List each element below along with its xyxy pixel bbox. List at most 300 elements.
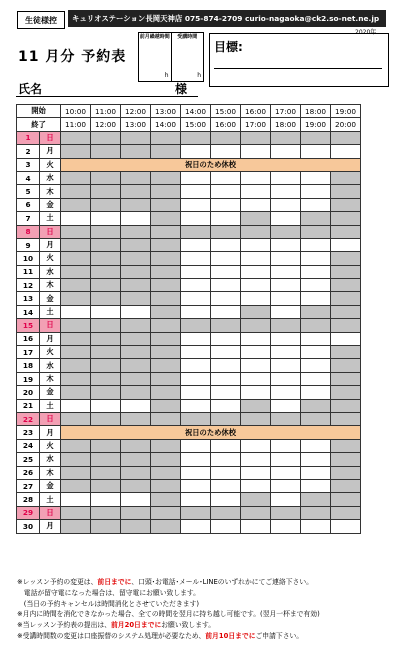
note-line: 電話が留守電になった場合は、留守電にお願い致します。 bbox=[17, 588, 200, 597]
reservation-slot[interactable] bbox=[301, 292, 331, 305]
unavailable-slot bbox=[121, 145, 151, 158]
reservation-slot[interactable] bbox=[241, 359, 271, 372]
weekday: 月 bbox=[40, 332, 61, 345]
reservation-slot[interactable] bbox=[211, 238, 241, 251]
reservation-slot[interactable] bbox=[271, 212, 301, 225]
unavailable-slot bbox=[151, 131, 181, 144]
reservation-slot[interactable] bbox=[181, 145, 211, 158]
reservation-slot[interactable] bbox=[301, 466, 331, 479]
start-time-cell: 13:00 bbox=[151, 105, 181, 118]
reservation-slot[interactable] bbox=[121, 493, 151, 506]
unavailable-slot bbox=[271, 225, 301, 238]
unavailable-slot bbox=[271, 131, 301, 144]
unavailable-slot bbox=[121, 520, 151, 533]
weekday: 金 bbox=[40, 479, 61, 492]
unavailable-slot bbox=[211, 319, 241, 332]
unavailable-slot bbox=[151, 506, 181, 519]
reservation-slot[interactable] bbox=[181, 279, 211, 292]
weekday: 日 bbox=[40, 319, 61, 332]
unavailable-slot bbox=[151, 399, 181, 412]
goal-label: 目標: bbox=[214, 40, 243, 54]
reservation-slot[interactable] bbox=[241, 292, 271, 305]
unavailable-slot bbox=[61, 479, 91, 492]
carryover-hours-label: 前月繰越時間 bbox=[139, 34, 170, 40]
unavailable-slot bbox=[151, 359, 181, 372]
reservation-slot[interactable] bbox=[211, 466, 241, 479]
reservation-slot[interactable] bbox=[301, 198, 331, 211]
unavailable-slot bbox=[61, 439, 91, 452]
unavailable-slot bbox=[301, 399, 331, 412]
reservation-slot[interactable] bbox=[181, 305, 211, 318]
unavailable-slot bbox=[211, 131, 241, 144]
unavailable-slot bbox=[151, 225, 181, 238]
unavailable-slot bbox=[91, 386, 121, 399]
reservation-slot[interactable] bbox=[301, 359, 331, 372]
unavailable-slot bbox=[91, 439, 121, 452]
reservation-slot[interactable] bbox=[271, 399, 301, 412]
reservation-slot[interactable] bbox=[271, 279, 301, 292]
reservation-slot[interactable] bbox=[301, 439, 331, 452]
reservation-slot[interactable] bbox=[211, 439, 241, 452]
day-number: 18 bbox=[17, 359, 40, 372]
reservation-slot[interactable] bbox=[241, 145, 271, 158]
unavailable-slot bbox=[61, 372, 91, 385]
reservation-slot[interactable] bbox=[181, 292, 211, 305]
weekday: 日 bbox=[40, 131, 61, 144]
reservation-slot[interactable] bbox=[301, 265, 331, 278]
unavailable-slot bbox=[121, 185, 151, 198]
reservation-slot[interactable] bbox=[241, 386, 271, 399]
reservation-slot[interactable] bbox=[271, 292, 301, 305]
unavailable-slot bbox=[331, 346, 361, 359]
reservation-slot[interactable] bbox=[301, 279, 331, 292]
reservation-slot[interactable] bbox=[211, 520, 241, 533]
reservation-slot[interactable] bbox=[121, 212, 151, 225]
reservation-slot[interactable] bbox=[241, 185, 271, 198]
reservation-slot[interactable] bbox=[301, 372, 331, 385]
reservation-slot[interactable] bbox=[241, 439, 271, 452]
unavailable-slot bbox=[151, 265, 181, 278]
reservation-slot[interactable] bbox=[61, 399, 91, 412]
reservation-slot[interactable] bbox=[331, 238, 361, 251]
reservation-slot[interactable] bbox=[61, 493, 91, 506]
reservation-slot[interactable] bbox=[301, 252, 331, 265]
reservation-slot[interactable] bbox=[181, 493, 211, 506]
day-row bbox=[17, 158, 361, 171]
reservation-slot[interactable] bbox=[271, 332, 301, 345]
unavailable-slot bbox=[61, 453, 91, 466]
unavailable-slot bbox=[61, 145, 91, 158]
reservation-slot[interactable] bbox=[211, 198, 241, 211]
reservation-slot[interactable] bbox=[211, 493, 241, 506]
unavailable-slot bbox=[91, 453, 121, 466]
reservation-slot[interactable] bbox=[91, 212, 121, 225]
unavailable-slot bbox=[91, 252, 121, 265]
weekday: 水 bbox=[40, 453, 61, 466]
reservation-slot[interactable] bbox=[271, 359, 301, 372]
day-number: 24 bbox=[17, 439, 40, 452]
reservation-slot[interactable] bbox=[241, 332, 271, 345]
day-number: 30 bbox=[17, 520, 40, 533]
unavailable-slot bbox=[151, 305, 181, 318]
day-row bbox=[17, 346, 361, 359]
reservation-slot[interactable] bbox=[241, 279, 271, 292]
note-line: ※当レッスン予約表の提出は、前月20日までにお願い致します。 bbox=[17, 621, 216, 630]
unavailable-slot bbox=[61, 171, 91, 184]
unavailable-slot bbox=[91, 332, 121, 345]
reservation-slot[interactable] bbox=[241, 252, 271, 265]
day-number: 6 bbox=[17, 198, 40, 211]
reservation-slot[interactable] bbox=[271, 520, 301, 533]
unavailable-slot bbox=[181, 225, 211, 238]
reservation-slot[interactable] bbox=[331, 520, 361, 533]
lesson-hours-box[interactable] bbox=[171, 33, 204, 81]
unavailable-slot bbox=[91, 506, 121, 519]
unavailable-slot bbox=[61, 359, 91, 372]
reservation-slot[interactable] bbox=[61, 305, 91, 318]
unavailable-slot bbox=[271, 506, 301, 519]
hours-unit: h bbox=[164, 72, 169, 79]
unavailable-slot bbox=[331, 399, 361, 412]
day-row bbox=[17, 238, 361, 251]
unavailable-slot bbox=[121, 386, 151, 399]
reservation-slot[interactable] bbox=[181, 386, 211, 399]
day-number: 15 bbox=[17, 319, 40, 332]
reservation-slot[interactable] bbox=[211, 252, 241, 265]
weekday: 日 bbox=[40, 225, 61, 238]
reservation-slot[interactable] bbox=[301, 185, 331, 198]
day-row bbox=[17, 479, 361, 492]
unavailable-slot bbox=[241, 305, 271, 318]
reservation-slot[interactable] bbox=[271, 265, 301, 278]
day-row bbox=[17, 412, 361, 425]
unavailable-slot bbox=[151, 453, 181, 466]
reservation-slot[interactable] bbox=[211, 359, 241, 372]
unavailable-slot bbox=[91, 346, 121, 359]
unavailable-slot bbox=[121, 332, 151, 345]
unavailable-slot bbox=[301, 225, 331, 238]
unavailable-slot bbox=[331, 466, 361, 479]
weekday: 木 bbox=[40, 185, 61, 198]
reservation-slot[interactable] bbox=[211, 279, 241, 292]
unavailable-slot bbox=[121, 346, 151, 359]
reservation-slot[interactable] bbox=[271, 493, 301, 506]
note-line: ※受講時間数の変更は口座振替のシステム処理が必要なため、前月10日までにご申請下さい。 bbox=[17, 631, 304, 640]
day-number: 28 bbox=[17, 493, 40, 506]
unavailable-slot bbox=[151, 346, 181, 359]
day-number: 14 bbox=[17, 305, 40, 318]
unavailable-slot bbox=[91, 171, 121, 184]
reservation-slot[interactable] bbox=[271, 479, 301, 492]
unavailable-slot bbox=[331, 319, 361, 332]
reservation-slot[interactable] bbox=[241, 171, 271, 184]
unavailable-slot bbox=[301, 305, 331, 318]
unavailable-slot bbox=[61, 332, 91, 345]
unavailable-slot bbox=[241, 225, 271, 238]
unavailable-slot bbox=[301, 212, 331, 225]
reservation-slot[interactable] bbox=[271, 185, 301, 198]
weekday: 木 bbox=[40, 279, 61, 292]
unavailable-slot bbox=[181, 131, 211, 144]
reservation-slot[interactable] bbox=[211, 265, 241, 278]
day-row bbox=[17, 426, 361, 439]
unavailable-slot bbox=[91, 145, 121, 158]
reservation-slot[interactable] bbox=[91, 305, 121, 318]
weekday: 火 bbox=[40, 158, 61, 171]
reservation-slot[interactable] bbox=[301, 145, 331, 158]
unavailable-slot bbox=[91, 479, 121, 492]
reservation-slot[interactable] bbox=[181, 439, 211, 452]
day-row bbox=[17, 198, 361, 211]
unavailable-slot bbox=[121, 506, 151, 519]
day-number: 21 bbox=[17, 399, 40, 412]
reservation-slot[interactable] bbox=[211, 386, 241, 399]
end-time-cell: 20:00 bbox=[331, 118, 361, 131]
note-line: ※月内に時間を消化できなかった場合、全ての時間を翌月に持ち越し可能です。(翌月一杯まで有効) bbox=[17, 610, 320, 619]
reservation-slot[interactable] bbox=[61, 212, 91, 225]
reservation-slot[interactable] bbox=[211, 212, 241, 225]
reservation-slot[interactable] bbox=[181, 265, 211, 278]
unavailable-slot bbox=[121, 479, 151, 492]
reservation-slot[interactable] bbox=[271, 145, 301, 158]
reservation-slot[interactable] bbox=[241, 346, 271, 359]
unavailable-slot bbox=[61, 252, 91, 265]
unavailable-slot bbox=[91, 319, 121, 332]
start-time-cell: 17:00 bbox=[271, 105, 301, 118]
unavailable-slot bbox=[151, 198, 181, 211]
reservation-slot[interactable] bbox=[181, 185, 211, 198]
unavailable-slot bbox=[241, 399, 271, 412]
reservation-slot[interactable] bbox=[301, 520, 331, 533]
weekday: 金 bbox=[40, 386, 61, 399]
unavailable-slot bbox=[241, 319, 271, 332]
reservation-slot[interactable] bbox=[211, 145, 241, 158]
page-title: 11 月分 予約表 bbox=[18, 49, 127, 65]
day-number: 4 bbox=[17, 171, 40, 184]
reservation-slot[interactable] bbox=[271, 372, 301, 385]
weekday: 水 bbox=[40, 265, 61, 278]
reservation-slot[interactable] bbox=[271, 238, 301, 251]
reservation-slot[interactable] bbox=[271, 466, 301, 479]
reservation-slot[interactable] bbox=[181, 346, 211, 359]
unavailable-slot bbox=[301, 412, 331, 425]
reservation-slot[interactable] bbox=[271, 453, 301, 466]
end-time-cell: 19:00 bbox=[301, 118, 331, 131]
unavailable-slot bbox=[91, 225, 121, 238]
day-number: 26 bbox=[17, 466, 40, 479]
start-time-cell: 10:00 bbox=[61, 105, 91, 118]
unavailable-slot bbox=[61, 319, 91, 332]
unavailable-slot bbox=[151, 412, 181, 425]
reservation-slot[interactable] bbox=[301, 346, 331, 359]
reservation-slot[interactable] bbox=[301, 386, 331, 399]
unavailable-slot bbox=[331, 185, 361, 198]
reservation-slot[interactable] bbox=[181, 332, 211, 345]
reservation-slot[interactable] bbox=[181, 479, 211, 492]
reservation-slot[interactable] bbox=[211, 332, 241, 345]
unavailable-slot bbox=[91, 372, 121, 385]
reservation-slot[interactable] bbox=[181, 453, 211, 466]
reservation-slot[interactable] bbox=[181, 198, 211, 211]
reservation-slot[interactable] bbox=[121, 305, 151, 318]
hours-boxes bbox=[138, 32, 204, 82]
unavailable-slot bbox=[121, 238, 151, 251]
unavailable-slot bbox=[91, 198, 121, 211]
reservation-slot[interactable] bbox=[301, 332, 331, 345]
unavailable-slot bbox=[271, 412, 301, 425]
reservation-slot[interactable] bbox=[91, 493, 121, 506]
unavailable-slot bbox=[61, 292, 91, 305]
student-copy-badge: 生徒様控 bbox=[17, 11, 65, 29]
day-number: 8 bbox=[17, 225, 40, 238]
unavailable-slot bbox=[121, 171, 151, 184]
weekday: 金 bbox=[40, 198, 61, 211]
unavailable-slot bbox=[301, 131, 331, 144]
day-row bbox=[17, 265, 361, 278]
reservation-slot[interactable] bbox=[301, 453, 331, 466]
unavailable-slot bbox=[91, 279, 121, 292]
reservation-slot[interactable] bbox=[241, 453, 271, 466]
unavailable-slot bbox=[121, 292, 151, 305]
unavailable-slot bbox=[241, 493, 271, 506]
reservation-slot[interactable] bbox=[181, 466, 211, 479]
unavailable-slot bbox=[301, 506, 331, 519]
reservation-slot[interactable] bbox=[211, 305, 241, 318]
reservation-slot[interactable] bbox=[241, 198, 271, 211]
day-number: 19 bbox=[17, 372, 40, 385]
weekday: 土 bbox=[40, 305, 61, 318]
day-row bbox=[17, 386, 361, 399]
weekday: 火 bbox=[40, 439, 61, 452]
day-number: 7 bbox=[17, 212, 40, 225]
reservation-slot[interactable] bbox=[211, 171, 241, 184]
reservation-slot[interactable] bbox=[181, 238, 211, 251]
reservation-slot[interactable] bbox=[331, 145, 361, 158]
unavailable-slot bbox=[121, 466, 151, 479]
day-number: 29 bbox=[17, 506, 40, 519]
unavailable-slot bbox=[91, 412, 121, 425]
reservation-slot[interactable] bbox=[211, 372, 241, 385]
reservation-slot[interactable] bbox=[91, 399, 121, 412]
day-number: 12 bbox=[17, 279, 40, 292]
note-line: (当日の予約キャンセルは時間消化とさせていただきます) bbox=[17, 599, 200, 608]
end-time-cell: 13:00 bbox=[121, 118, 151, 131]
reservation-slot[interactable] bbox=[301, 171, 331, 184]
reservation-slot[interactable] bbox=[241, 520, 271, 533]
weekday: 土 bbox=[40, 493, 61, 506]
reservation-slot[interactable] bbox=[181, 212, 211, 225]
name-label: 氏名 bbox=[18, 82, 43, 96]
goal-box[interactable] bbox=[209, 33, 389, 87]
notes bbox=[17, 577, 397, 642]
day-row bbox=[17, 252, 361, 265]
reservation-slot[interactable] bbox=[121, 399, 151, 412]
day-row bbox=[17, 279, 361, 292]
reservation-slot[interactable] bbox=[271, 252, 301, 265]
reservation-slot[interactable] bbox=[301, 238, 331, 251]
reservation-slot[interactable] bbox=[211, 453, 241, 466]
reservation-slot[interactable] bbox=[271, 386, 301, 399]
unavailable-slot bbox=[151, 520, 181, 533]
reservation-slot[interactable] bbox=[181, 252, 211, 265]
day-row bbox=[17, 372, 361, 385]
day-number: 23 bbox=[17, 426, 40, 439]
reservation-slot[interactable] bbox=[271, 171, 301, 184]
name-field[interactable] bbox=[16, 96, 198, 97]
unavailable-slot bbox=[151, 332, 181, 345]
weekday: 土 bbox=[40, 399, 61, 412]
start-time-cell: 14:00 bbox=[181, 105, 211, 118]
unavailable-slot bbox=[91, 359, 121, 372]
unavailable-slot bbox=[151, 145, 181, 158]
reservation-slot[interactable] bbox=[211, 479, 241, 492]
unavailable-slot bbox=[151, 439, 181, 452]
reservation-slot[interactable] bbox=[181, 359, 211, 372]
reservation-slot[interactable] bbox=[271, 305, 301, 318]
day-number: 5 bbox=[17, 185, 40, 198]
start-time-cell: 19:00 bbox=[331, 105, 361, 118]
start-label: 開始 bbox=[17, 105, 61, 118]
unavailable-slot bbox=[331, 506, 361, 519]
reservation-slot[interactable] bbox=[241, 238, 271, 251]
reservation-slot[interactable] bbox=[241, 466, 271, 479]
end-time-cell: 17:00 bbox=[241, 118, 271, 131]
day-number: 10 bbox=[17, 252, 40, 265]
reservation-slot[interactable] bbox=[271, 346, 301, 359]
day-row bbox=[17, 359, 361, 372]
start-time-cell: 15:00 bbox=[211, 105, 241, 118]
weekday: 木 bbox=[40, 372, 61, 385]
unavailable-slot bbox=[61, 506, 91, 519]
unavailable-slot bbox=[61, 346, 91, 359]
start-time-cell: 11:00 bbox=[91, 105, 121, 118]
weekday: 木 bbox=[40, 466, 61, 479]
unavailable-slot bbox=[331, 305, 361, 318]
reservation-slot[interactable] bbox=[181, 171, 211, 184]
day-row bbox=[17, 185, 361, 198]
reservation-slot[interactable] bbox=[181, 399, 211, 412]
reservation-slot[interactable] bbox=[271, 439, 301, 452]
reservation-slot[interactable] bbox=[271, 198, 301, 211]
weekday: 月 bbox=[40, 238, 61, 251]
reservation-slot[interactable] bbox=[211, 346, 241, 359]
day-number: 1 bbox=[17, 131, 40, 144]
reservation-slot[interactable] bbox=[181, 372, 211, 385]
reservation-slot[interactable] bbox=[211, 292, 241, 305]
unavailable-slot bbox=[61, 520, 91, 533]
day-number: 27 bbox=[17, 479, 40, 492]
unavailable-slot bbox=[61, 225, 91, 238]
reservation-slot[interactable] bbox=[331, 332, 361, 345]
unavailable-slot bbox=[331, 252, 361, 265]
unavailable-slot bbox=[121, 453, 151, 466]
reservation-slot[interactable] bbox=[241, 265, 271, 278]
carryover-hours-box[interactable] bbox=[139, 33, 171, 81]
day-number: 9 bbox=[17, 238, 40, 251]
reservation-slot[interactable] bbox=[181, 520, 211, 533]
day-row bbox=[17, 212, 361, 225]
reservation-slot[interactable] bbox=[211, 399, 241, 412]
unavailable-slot bbox=[151, 185, 181, 198]
unavailable-slot bbox=[91, 466, 121, 479]
reservation-slot[interactable] bbox=[241, 479, 271, 492]
weekday: 水 bbox=[40, 359, 61, 372]
reservation-slot[interactable] bbox=[211, 185, 241, 198]
unavailable-slot bbox=[121, 225, 151, 238]
reservation-slot[interactable] bbox=[241, 372, 271, 385]
day-number: 25 bbox=[17, 453, 40, 466]
reservation-slot[interactable] bbox=[301, 479, 331, 492]
